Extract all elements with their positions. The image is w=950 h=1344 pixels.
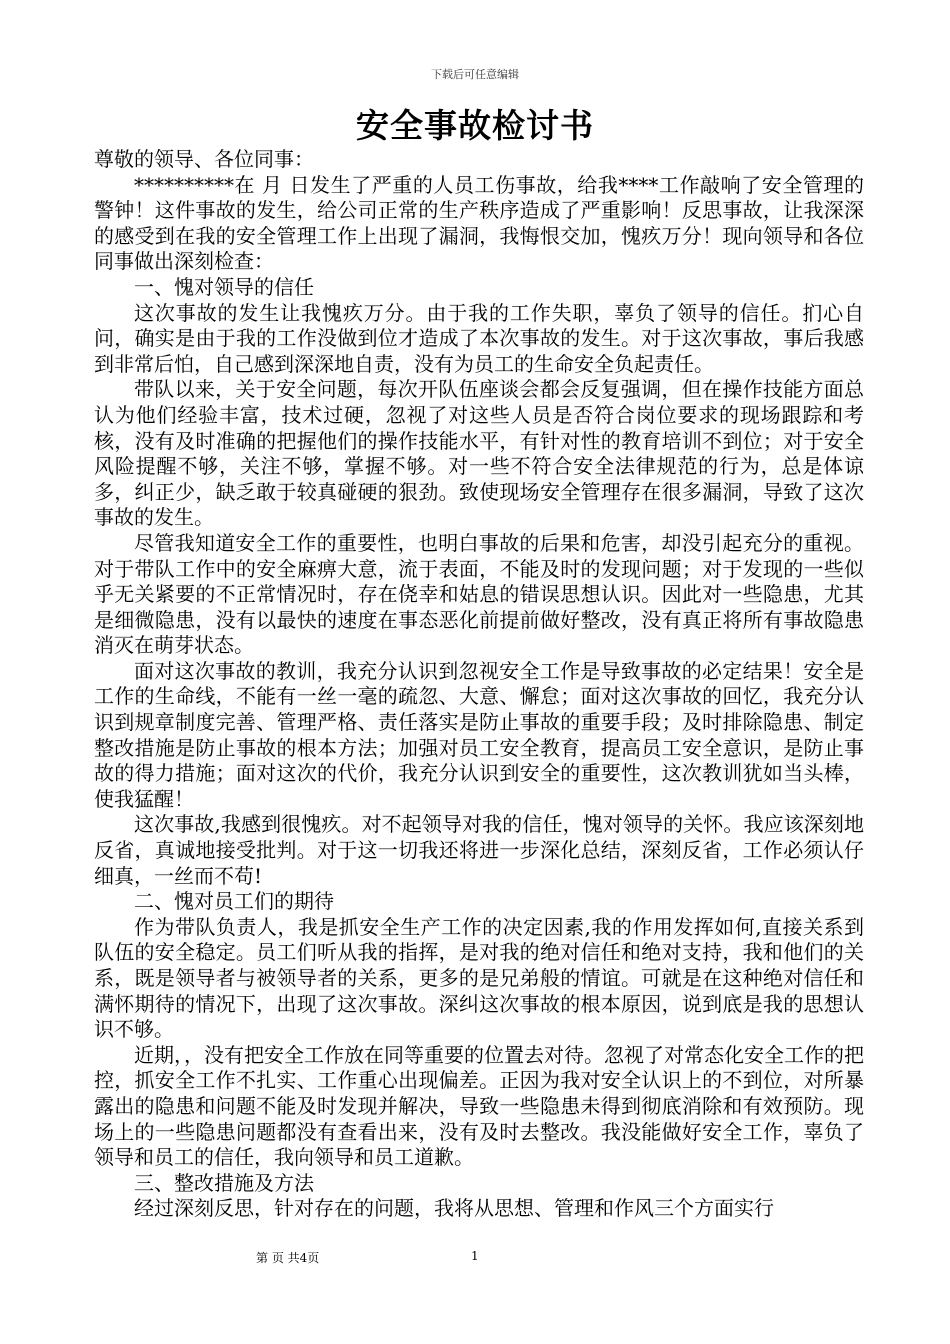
section-heading-2: 二、愧对员工们的期待 (134, 889, 334, 914)
salutation: 尊敬的领导、各位同事： (94, 147, 314, 171)
page-number: 1 (471, 1249, 479, 1263)
document-body (94, 147, 864, 1222)
paragraph: 面对这次事故的教训，我充分认识到忽视安全工作是导致事故的必定结果！安全是工作的生命线，不能有一丝一毫的疏忽、大意、懈怠；面对这次事故的回忆，我充分认识到规章制度完善、管理严格、责任落实是防止事故的重要手段；及时排除隐患、制定整改措施是防止事故的根本方法；加强对员工安全教育，提高员工安全意识，是防止事故的得力措施；面对这次的代价，我充分认识到安全的重要性，这次教训犹如当头棒，使我猛醒！ (94, 658, 864, 811)
paragraph: 这次事故的发生让我愧疚万分。由于我的工作失职，辜负了领导的信任。扪心自问，确实是由于我的工作没做到位才造成了本次事故的发生。对于这次事故，事后我感到非常后怕，自己感到深深地自责，没有为员工的生命安全负起责任。 (94, 300, 864, 376)
page-footer (0, 1249, 950, 1269)
paragraph: 带队以来，关于安全问题，每次开队伍座谈会都会反复强调，但在操作技能方面总认为他们经验丰富，技术过硬，忽视了对这些人员是否符合岗位要求的现场跟踪和考核，没有及时准确的把握他们的操作技能水平，有针对性的教育培训不到位；对于安全风险提醒不够，关注不够，掌握不够。对一些不符合安全法律规范的行为，总是体谅多，纠正少，缺乏敢于较真碰硬的狠劲。致使现场安全管理存在很多漏洞，导致了这次事故的发生。 (94, 377, 864, 530)
paragraph: 经过深刻反思，针对存在的问题，我将从思想、管理和作风三个方面实行 (134, 1196, 774, 1221)
paragraph: 近期，，没有把安全工作放在同等重要的位置去对待。忽视了对常态化安全工作的把控，抓安全工作不扎实、工作重心出现偏差。正因为我对安全认识上的不到位，对所暴露出的隐患和问题不能及时发现并解决，导致一些隐患未得到彻底消除和有效预防。现场上的一些隐患问题都没有查看出来，没有及时去整改。我没能做好安全工作，辜负了领导和员工的信任，我向领导和员工道歉。 (94, 1042, 864, 1170)
paragraph: 尽管我知道安全工作的重要性，也明白事故的后果和危害，却没引起充分的重视。对于带队工作中的安全麻痹大意，流于表面，不能及时的发现问题；对于发现的一些似乎无关紧要的不正常情况时，存在侥幸和姑息的错误思想认识。因此对一些隐患，尤其是细微隐患，没有以最快的速度在事态恶化前提前做好整改，没有真正将所有事故隐患消灭在萌芽状态。 (94, 530, 864, 658)
paragraph: 作为带队负责人，我是抓安全生产工作的决定因素,我的作用发挥如何,直接关系到队伍的安全稳定。员工们听从我的指挥，是对我的绝对信任和绝对支持，我和他们的关系，既是领导者与被领导者的关系，更多的是兄弟般的情谊。可就是在这种绝对信任和满怀期待的情况下，出现了这次事故。深纠这次事故的根本原因，说到底是我的思想认识不够。 (94, 914, 864, 1042)
page-count-label: 第 页 共4页 (256, 1251, 320, 1265)
document-title: 安全事故检讨书 (356, 106, 594, 145)
paragraph-intro: **********在 月 日发生了严重的人员工伤事故，给我****工作敲响了安全管理的警钟！这件事故的发生，给公司正常的生产秩序造成了严重影响！反思事故，让我深深的感受到在我的安全管理工作上出现了漏洞，我悔恨交加，愧疚万分！现向领导和各位同事做出深刻检查： (94, 172, 864, 274)
header-note: 下载后可任意编辑 (431, 68, 519, 81)
paragraph: 这次事故,我感到很愧疚。对不起领导对我的信任，愧对领导的关怀。我应该深刻地反省，真诚地接受批判。对于这一切我还将进一步深化总结，深刻反省，工作必须认仔细真，一丝而不苟! (94, 812, 864, 888)
section-heading-3: 三、整改措施及方法 (134, 1170, 314, 1195)
section-heading-1: 一、愧对领导的信任 (134, 274, 314, 299)
